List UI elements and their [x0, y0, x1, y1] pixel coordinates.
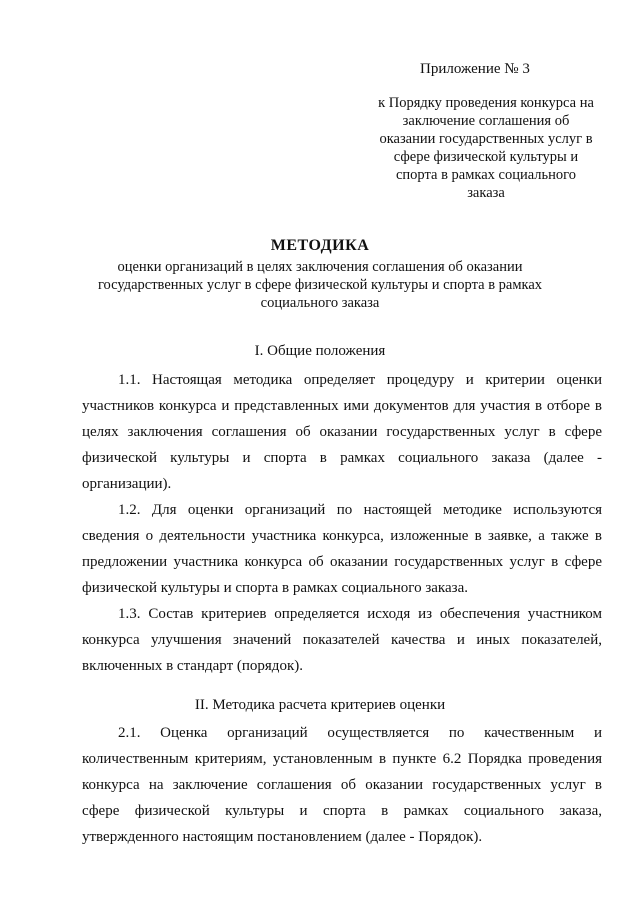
paragraph-line: сфере физической культуры и спорта в рамках социального заказа, [82, 803, 602, 819]
document-subtitle [90, 258, 550, 312]
document-title: МЕТОДИКА [270, 237, 370, 254]
paragraph-line: 1.3. Состав критериев определяется исходя из обеспечения участником [118, 606, 602, 622]
appendix-reference-line: заключение соглашения об [402, 113, 570, 129]
paragraph-line: 1.1. Настоящая методика определяет процедуру и критерии оценки [118, 372, 602, 388]
paragraph-line: предложении участника конкурса об оказании государственных услуг в сфере [82, 554, 602, 570]
paragraph-1-2 [82, 497, 602, 601]
paragraph-line: 2.1. Оценка организаций осуществляется по качественным и [118, 725, 602, 741]
paragraph-line: организации). [82, 476, 172, 492]
paragraph-1-1 [82, 367, 602, 497]
appendix-reference-line: к Порядку проведения конкурса на [378, 95, 594, 111]
appendix-reference-line: заказа [467, 185, 505, 201]
appendix-reference-line: оказании государственных услуг в [379, 131, 593, 147]
appendix-reference [356, 94, 616, 202]
paragraph-line: участников конкурса и представленных ими документов для участия в отборе в [82, 398, 602, 414]
appendix-reference-line: спорта в рамках социального [395, 167, 576, 183]
paragraph-2-1 [82, 720, 602, 850]
paragraph-line: конкурса на заключение соглашения об оказании государственных услуг в [82, 777, 602, 793]
paragraph-line: физической культуры и спорта в рамках социального заказа. [82, 580, 468, 596]
paragraph-line: 1.2. Для оценки организаций по настоящей методике используются [118, 502, 602, 518]
paragraph-line: физической культуры и спорта в рамках социального заказа (далее - [82, 450, 602, 466]
appendix-number: Приложение № 3 [420, 61, 530, 77]
section-heading-methodology: II. Методика расчета критериев оценки [194, 697, 446, 713]
section-heading-general: I. Общие положения [254, 343, 386, 359]
paragraph-line: конкурса улучшения значений показателей качества и иных показателей, [82, 632, 602, 648]
paragraph-line: включенных в стандарт (порядок). [82, 658, 303, 674]
subtitle-line: социального заказа [260, 295, 380, 311]
paragraph-line: количественным критериям, установленным в пункте 6.2 Порядка проведения [82, 751, 602, 767]
paragraph-1-3 [82, 601, 602, 679]
subtitle-line: государственных услуг в сфере физической культуры и спорта в рамках [97, 277, 543, 293]
paragraph-line: целях заключения соглашения об оказании государственных услуг в сфере [82, 424, 602, 440]
subtitle-line: оценки организаций в целях заключения соглашения об оказании [117, 259, 523, 275]
paragraph-line: утвержденного настоящим постановлением (далее - Порядок). [82, 829, 483, 845]
appendix-reference-line: сфере физической культуры и [393, 149, 579, 165]
paragraph-line: сведения о деятельности участника конкурса, изложенные в заявке, а также в [82, 528, 602, 544]
